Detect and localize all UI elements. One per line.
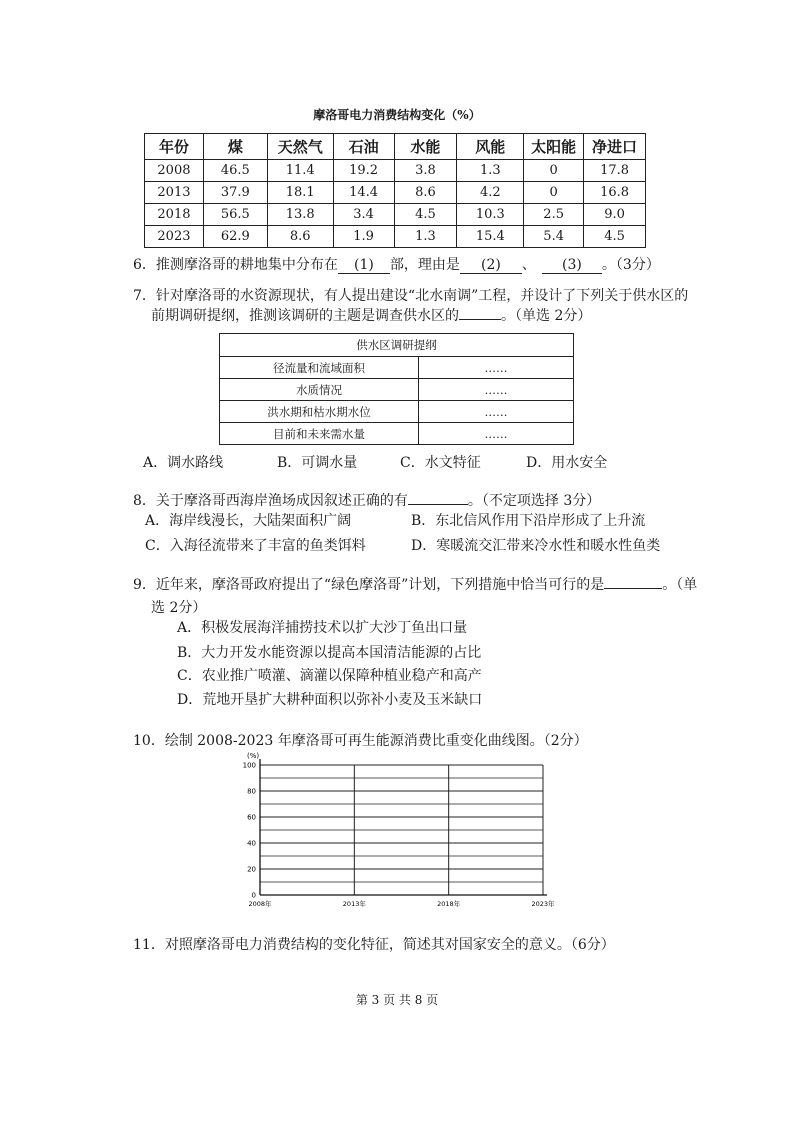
table-header-row (145, 134, 646, 160)
table-cell: 14.4 (333, 182, 394, 204)
table-cell: 2023 (145, 226, 204, 248)
chart-x-tick-label: 2013年 (342, 900, 366, 908)
q6-suffix: 。（3分） (601, 257, 660, 273)
outline-dots: …… (419, 357, 574, 379)
header-cell: 水能 (394, 134, 457, 160)
electricity-table (144, 133, 646, 248)
table-cell: 16.8 (584, 182, 646, 204)
q9-prefix: 9．近年来，摩洛哥政府提出了“绿色摩洛哥”计划，下列措施中恰当可行的是 (133, 577, 605, 593)
chart-grid (260, 765, 543, 895)
header-cell: 年份 (145, 134, 204, 160)
table-cell: 56.5 (203, 204, 267, 226)
q9-option-a[interactable]: A．积极发展海洋捕捞技术以扩大沙丁鱼出口量 (177, 620, 468, 636)
q7-option-a[interactable]: A．调水路线 (143, 455, 224, 471)
table-cell: 0 (524, 182, 584, 204)
q8-prefix: 8．关于摩洛哥西海岸渔场成因叙述正确的有 (133, 493, 408, 509)
chart-y-tick-label: 60 (247, 813, 256, 822)
table-cell: 4.5 (394, 204, 457, 226)
table-cell: 4.2 (457, 182, 524, 204)
outline-item: 洪水期和枯水期水位 (220, 401, 419, 423)
renewable-chart[interactable] (225, 745, 570, 910)
q6-blank-3[interactable]: (3) (542, 257, 602, 274)
table-row (145, 204, 646, 226)
outline-row (220, 423, 574, 445)
table-cell: 8.6 (394, 182, 457, 204)
chart-y-tick-label: 100 (242, 761, 256, 770)
q8-answer-blank[interactable] (408, 504, 468, 505)
outline-row (220, 357, 574, 379)
table-cell: 2013 (145, 182, 204, 204)
q9-answer-blank[interactable] (604, 588, 662, 589)
header-cell: 风能 (457, 134, 524, 160)
outline-title: 供水区调研提纲 (220, 334, 574, 357)
question-10: 10．绘制 2008-2023 年摩洛哥可再生能源消费比重变化曲线图。（2分） (133, 733, 588, 749)
table-cell: 0 (524, 160, 584, 182)
outline-dots: …… (419, 401, 574, 423)
table-cell: 1.9 (333, 226, 394, 248)
table-cell: 8.6 (267, 226, 333, 248)
outline-item: 水质情况 (220, 379, 419, 401)
outline-dots: …… (419, 423, 574, 445)
question-6 (133, 254, 660, 274)
table-row (145, 160, 646, 182)
q8-suffix: 。（不定项选择 3分） (467, 493, 601, 509)
table-row (145, 182, 646, 204)
q6-prefix: 6．推测摩洛哥的耕地集中分布在 (133, 257, 338, 273)
table-cell: 18.1 (267, 182, 333, 204)
chart-x-tick-label: 2008年 (248, 900, 272, 908)
q6-mid: 部，理由是 (389, 257, 460, 273)
q6-sep: 、 (521, 257, 536, 273)
q8-option-b[interactable]: B．东北信风作用下沿岸形成了上升流 (411, 513, 646, 529)
chart-x-tick-label: 2018年 (437, 900, 461, 908)
question-9-line-1 (133, 574, 697, 594)
q9-option-b[interactable]: B．大力开发水能资源以提高本国清洁能源的占比 (177, 645, 482, 661)
outline-row (220, 379, 574, 401)
q7-prefix: 前期调研提纲，推测该调研的主题是调查供水区的 (151, 308, 459, 324)
table-cell: 4.5 (584, 226, 646, 248)
chart-y-tick-label: 20 (247, 865, 256, 874)
q9-option-c[interactable]: C．农业推广喷灌、滴灌以保障种植业稳产和高产 (177, 668, 482, 684)
table-cell: 9.0 (584, 204, 646, 226)
page-number: 第 3 页 共 8 页 (355, 993, 439, 1007)
outline-item: 目前和未来需水量 (220, 423, 419, 445)
table-cell: 2.5 (524, 204, 584, 226)
table-cell: 17.8 (584, 160, 646, 182)
chart-y-ticks (243, 762, 256, 900)
table-cell: 19.2 (333, 160, 394, 182)
q6-blank-2[interactable]: (2) (460, 257, 522, 274)
table-cell: 62.9 (203, 226, 267, 248)
table-cell: 2008 (145, 160, 204, 182)
chart-axes (260, 759, 547, 895)
header-cell: 石油 (333, 134, 394, 160)
q7-suffix: 。（单选 2分） (501, 308, 592, 324)
outline-row (220, 401, 574, 423)
question-8 (133, 490, 600, 510)
chart-x-ticks (248, 899, 555, 908)
chart-y-tick-label: 0 (251, 891, 256, 900)
table-cell: 5.4 (524, 226, 584, 248)
header-cell: 天然气 (267, 134, 333, 160)
question-9-line-2: 选 2分） (151, 600, 207, 616)
table-cell: 15.4 (457, 226, 524, 248)
table-title: 摩洛哥电力消费结构变化（%） (313, 108, 481, 122)
chart-y-unit: (%) (247, 752, 260, 760)
table-cell: 37.9 (203, 182, 267, 204)
q9-option-d[interactable]: D．荒地开垦扩大耕种面积以弥补小麦及玉米缺口 (177, 692, 483, 708)
q8-option-c[interactable]: C．入海径流带来了丰富的鱼类饵料 (145, 538, 366, 554)
q6-blank-1[interactable]: (1) (338, 257, 390, 274)
outline-item: 径流量和流域面积 (220, 357, 419, 379)
table-cell: 1.3 (457, 160, 524, 182)
table-cell: 46.5 (203, 160, 267, 182)
table-row (145, 226, 646, 248)
question-7-line-1: 7．针对摩洛哥的水资源现状，有人提出建设“北水南调”工程，并设计了下列关于供水区的 (133, 288, 689, 304)
header-cell: 净进口 (584, 134, 646, 160)
chart-x-tick-label: 2023年 (531, 900, 555, 908)
survey-outline-table (219, 333, 574, 445)
header-cell: 太阳能 (524, 134, 584, 160)
table-cell: 1.3 (394, 226, 457, 248)
question-7-line-2 (151, 305, 591, 325)
table-cell: 13.8 (267, 204, 333, 226)
table-cell: 11.4 (267, 160, 333, 182)
question-11: 11．对照摩洛哥电力消费结构的变化特征，简述其对国家安全的意义。（6分） (133, 937, 615, 953)
q8-option-d[interactable]: D．寒暖流交汇带来冷水性和暖水性鱼类 (411, 538, 661, 554)
chart-y-tick-label: 40 (247, 839, 256, 848)
q7-option-c[interactable]: C．水文特征 (400, 455, 481, 471)
header-cell: 煤 (203, 134, 267, 160)
q7-option-b[interactable]: B．可调水量 (277, 455, 358, 471)
table-cell: 10.3 (457, 204, 524, 226)
table-cell: 3.4 (333, 204, 394, 226)
chart-y-tick-label: 80 (247, 787, 256, 796)
q7-option-d[interactable]: D．用水安全 (526, 455, 608, 471)
q8-option-a[interactable]: A．海岸线漫长，大陆架面积广阔 (145, 513, 352, 529)
q7-answer-blank[interactable] (459, 319, 501, 320)
table-cell: 2018 (145, 204, 204, 226)
table-cell: 3.8 (394, 160, 457, 182)
q9-suffix: 。（单 (662, 577, 698, 593)
outline-dots: …… (419, 379, 574, 401)
